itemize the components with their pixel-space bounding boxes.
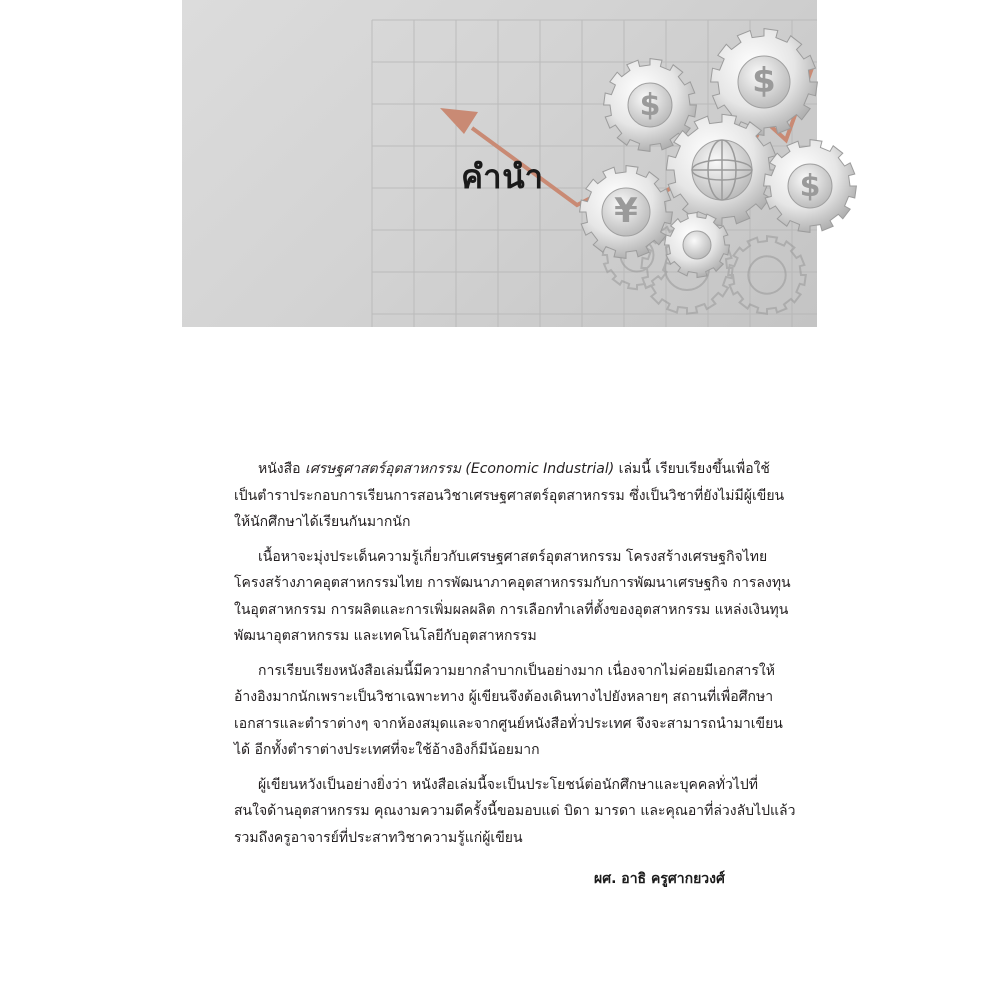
text-run: โครงสร้างภาคอุตสาหกรรมไทย การพัฒนาภาคอุตสาหกรรมกับการพัฒนาเศรษฐกิจ การลงทุน [234, 575, 791, 591]
text-line [234, 509, 788, 536]
text-line [234, 798, 796, 825]
text-run: ในอุตสาหกรรม การผลิตและการเพิ่มผลผลิต การเลือกทำเลที่ตั้งของอุตสาหกรรม แหล่งเงินทุน [234, 601, 789, 618]
paragraph [234, 772, 796, 852]
text-run: เล่มนี้ เรียบเรียงขึ้นเพื่อใช้ [614, 461, 770, 477]
text-run: พัฒนาอุตสาหกรรม และเทคโนโลยีกับอุตสาหกรรม [234, 628, 537, 644]
text-run: รวมถึงครูอาจารย์ที่ประสาทวิชาความรู้แก่ผู้เขียน [234, 829, 523, 846]
author-signature: ผศ. อาธิ ครูศากยวงศ์ [594, 871, 725, 887]
text-line [258, 544, 788, 571]
text-run: ให้นักศึกษาได้เรียนกันมากนัก [234, 514, 411, 530]
paragraph [234, 544, 791, 650]
page-title: คำนำ [461, 157, 544, 196]
text-run: เป็นตำราประกอบการเรียนการสอนวิชาเศรษฐศาสตร์อุตสาหกรรม ซึ่งเป็นวิชาที่ยังไม่มีผู้เขียน [234, 487, 785, 504]
book-title-italic: เศรษฐศาสตร์อุตสาหกรรม (Economic Industrial) [305, 461, 615, 477]
text-line [234, 684, 788, 711]
dollar-coin-icon: $ [752, 61, 776, 101]
text-line [234, 711, 788, 738]
foreground-gears [580, 29, 857, 278]
text-line [234, 737, 788, 764]
paragraph [234, 658, 788, 764]
text-run: ผู้เขียนหวังเป็นอย่างยิ่งว่า หนังสือเล่มนี้จะเป็นประโยชน์ต่อนักศึกษาและบุคคลทั่วไปที่ [258, 776, 759, 793]
preface-body [234, 456, 796, 859]
text-line [234, 483, 788, 510]
text-line [258, 456, 788, 483]
text-line [258, 658, 788, 685]
dollar-coin-icon: $ [799, 169, 821, 204]
text-line [234, 570, 791, 597]
text-line [258, 772, 788, 799]
text-run: หนังสือ [258, 461, 306, 477]
text-run: ได้ อีกทั้งตำราต่างประเทศที่จะใช้อ้างอิงก็มีน้อยมาก [234, 742, 540, 758]
text-run: เนื้อหาจะมุ่งประเด็นความรู้เกี่ยวกับเศรษฐศาสตร์อุตสาหกรรม โครงสร้างเศรษฐกิจไทย [258, 548, 768, 565]
text-run: อ้างอิงมากนักเพราะเป็นวิชาเฉพาะทาง ผู้เขียนจึงต้องเดินทางไปยังหลายๆ สถานที่เพื่อศึกษา [234, 689, 774, 705]
text-run: เอกสารและตำราต่างๆ จากห้องสมุดและจากศูนย์หนังสือทั่วประเทศ จึงจะสามารถนำมาเขียน [234, 715, 783, 732]
dollar-coin-icon: $ [639, 88, 661, 123]
text-run: การเรียบเรียงหนังสือเล่มนี้มีความยากลำบากเป็นอย่างมาก เนื่องจากไม่ค่อยมีเอกสารให้ [258, 662, 775, 679]
text-line [234, 623, 788, 650]
text-run: สนใจด้านอุตสาหกรรม คุณงามความดีครั้งนี้ขอมอบแด่ บิดา มารดา และคุณอาที่ล่วงลับไปแล้ว [234, 803, 796, 819]
yen-coin-icon: ¥ [614, 191, 638, 231]
text-line [234, 597, 788, 624]
paragraph [234, 456, 788, 536]
text-line [234, 825, 788, 852]
